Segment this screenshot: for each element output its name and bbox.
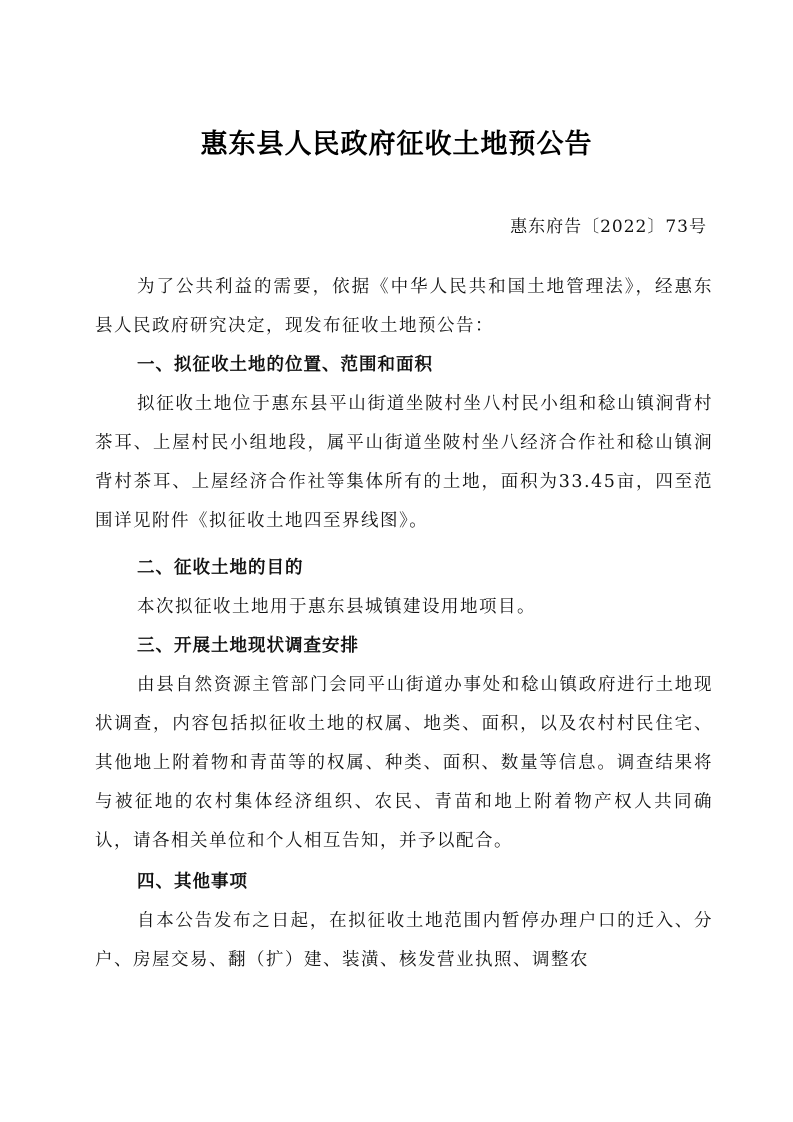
section-body-3: 由县自然资源主管部门会同平山街道办事处和稔山镇政府进行土地现状调查，内容包括拟征收土地的权属、地类、面积，以及农村村民住宅、其他地上附着物和青苗等的权属、种类、面积、数量等信息。调查结果将与被征地的农村集体经济组织、农民、青苗和地上附着物产权人共同确认，请各相关单位和个人相互告知，并予以配合。: [95, 675, 713, 851]
section-body-4: 自本公告发布之日起，在拟征收土地范围内暂停办理户口的迁入、分户、房屋交易、翻（扩）建、装潢、核发营业执照、调整农: [95, 911, 713, 970]
section-body-1: 拟征收土地位于惠东县平山街道坐陂村坐八村民小组和稔山镇涧背村茶耳、上屋村民小组地段，属平山街道坐陂村坐八经济合作社和稔山镇涧背村茶耳、上屋经济合作社等集体所有的土地，面积为33.45亩，四至范围详见附件《拟征收土地四至界线图》。: [95, 394, 713, 531]
section-body-2: 本次拟征收土地用于惠东县城镇建设用地项目。: [137, 597, 536, 617]
document-number: 惠东府告〔2022〕73号: [510, 217, 707, 237]
intro-paragraph: 为了公共利益的需要，依据《中华人民共和国土地管理法》，经惠东县人民政府研究决定，现发布征收土地预公告：: [95, 277, 713, 336]
section-heading-4: 四、其他事项: [137, 872, 248, 892]
section-heading-3: 三、开展土地现状调查安排: [137, 636, 359, 656]
section-heading-2: 二、征收土地的目的: [137, 558, 304, 578]
document-title: 惠东县人民政府征收土地预公告: [200, 129, 593, 160]
section-heading-1: 一、拟征收土地的位置、范围和面积: [137, 355, 433, 375]
document-body: [95, 268, 713, 980]
